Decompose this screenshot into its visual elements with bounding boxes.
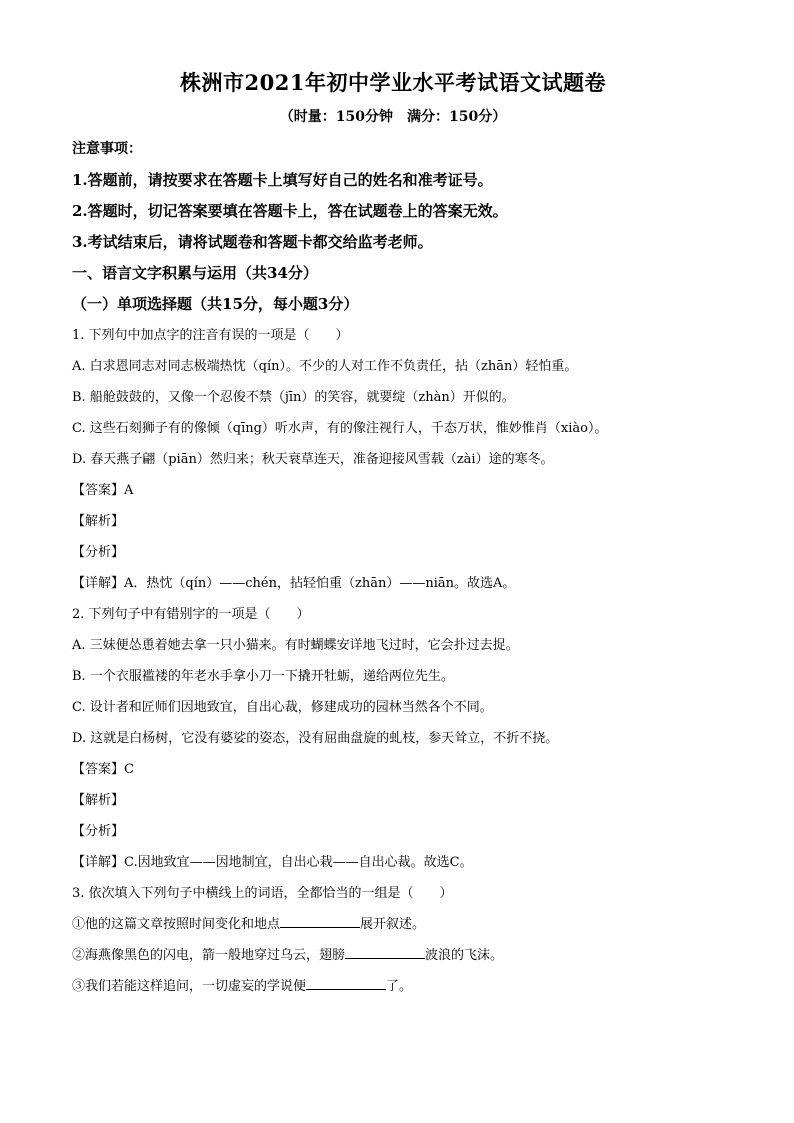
section-subtitle: （一）单项选择题（共15分，每小题3分） [72,295,359,313]
q3-line-2 [72,940,714,971]
q1-option-d: D. 春天燕子翩（piān）然归来；秋天衰草连天，准备迎接风雪载（zài）途的寒冬。 [72,452,554,467]
q2-option-d: D. 这就是白杨树，它没有婆娑的姿态，没有屈曲盘旋的虬枝，参天耸立，不折不挠。 [72,731,559,746]
q1-detail-label: 【详解】 [72,576,125,591]
q3-line-1-before: ①他的这篇文章按照时间变化和地点 [72,917,281,932]
q3-line-3 [72,971,714,1002]
exam-title: 株洲市2021年初中学业水平考试语文试题卷 [180,70,606,95]
q3-line-1 [72,909,714,940]
q2-detail-label: 【详解】 [72,855,125,870]
q2-answer-label: 【答案】 [72,762,125,777]
q3-line-2-before: ②海燕像黑色的闪电，箭一般地穿过乌云，翅膀 [72,948,346,963]
q1-answer [72,475,714,506]
q2-option-a: A. 三妹便怂恿着她去拿一只小猫来。有时蝴蝶安详地飞过时，它会扑过去捉。 [72,638,519,653]
fill-blank[interactable] [306,975,386,990]
q2-detail [72,847,714,878]
q1-detail-text: A．热忱（qín）——chén，拈轻怕重（zhān）——niān。故选A。 [124,576,516,591]
q1-answer-label: 【答案】 [72,483,125,498]
q2-option-b: B. 一个衣服褴褛的年老水手拿小刀一下撬开牡蛎，递给两位先生。 [72,669,454,684]
section-title: 一、语言文字积累与运用（共34分） [72,264,318,282]
q3-stem: 3. 依次填入下列句子中横线上的词语，全都恰当的一组是（ ） [72,886,453,901]
q2-option-c: C. 设计者和匠师们因地致宜，自出心裁，修建成功的园林当然各个不同。 [72,700,493,715]
fill-blank[interactable] [345,944,425,959]
q2-answer-value: C [124,762,134,777]
q2-analysis-label: 【解析】 [72,793,125,808]
exam-subtitle: （时量：150分钟 满分：150分） [279,109,507,125]
q3-line-3-after: 了。 [386,979,413,994]
notice-item-2: 2.答题时，切记答案要填在答题卡上，答在试题卷上的答案无效。 [72,202,508,220]
notice-heading: 注意事项： [72,141,142,157]
q3-line-1-after: 展开叙述。 [360,917,426,932]
q1-detail [72,568,714,599]
q1-stem: 1. 下列句中加点字的注音有误的一项是（ ） [72,328,349,343]
q1-analysis-label: 【解析】 [72,514,125,529]
q1-fenxi-label: 【分析】 [72,545,125,560]
q1-option-c: C. 这些石刻狮子有的像倾（qīng）听水声，有的像注视行人，千态万状，惟妙惟肖（xiào）。 [72,421,608,436]
q2-answer [72,754,714,785]
fill-blank[interactable] [280,913,360,928]
q2-stem: 2. 下列句子中有错别字的一项是（ ） [72,607,310,622]
q2-detail-text: C.因地致宜——因地制宜，自出心栽——自出心裁。故选C。 [124,855,473,870]
q1-option-a: A. 白求恩同志对同志极端热忱（qín）。不少的人对工作不负责任，拈（zhān）轻怕重。 [72,359,578,374]
notice-item-1: 1.答题前，请按要求在答题卡上填写好自己的姓名和准考证号。 [72,171,493,189]
q3-line-2-after: 波浪的飞沫。 [425,948,504,963]
q3-line-3-before: ③我们若能这样追问，一切虚妄的学说便 [72,979,307,994]
q2-fenxi-label: 【分析】 [72,824,125,839]
q1-option-b: B. 船舱鼓鼓的，又像一个忍俊不禁（jīn）的笑容，就要绽（zhàn）开似的。 [72,390,515,405]
q1-answer-value: A [124,483,134,498]
notice-item-3: 3.考试结束后，请将试题卷和答题卡都交给监考老师。 [72,233,433,251]
